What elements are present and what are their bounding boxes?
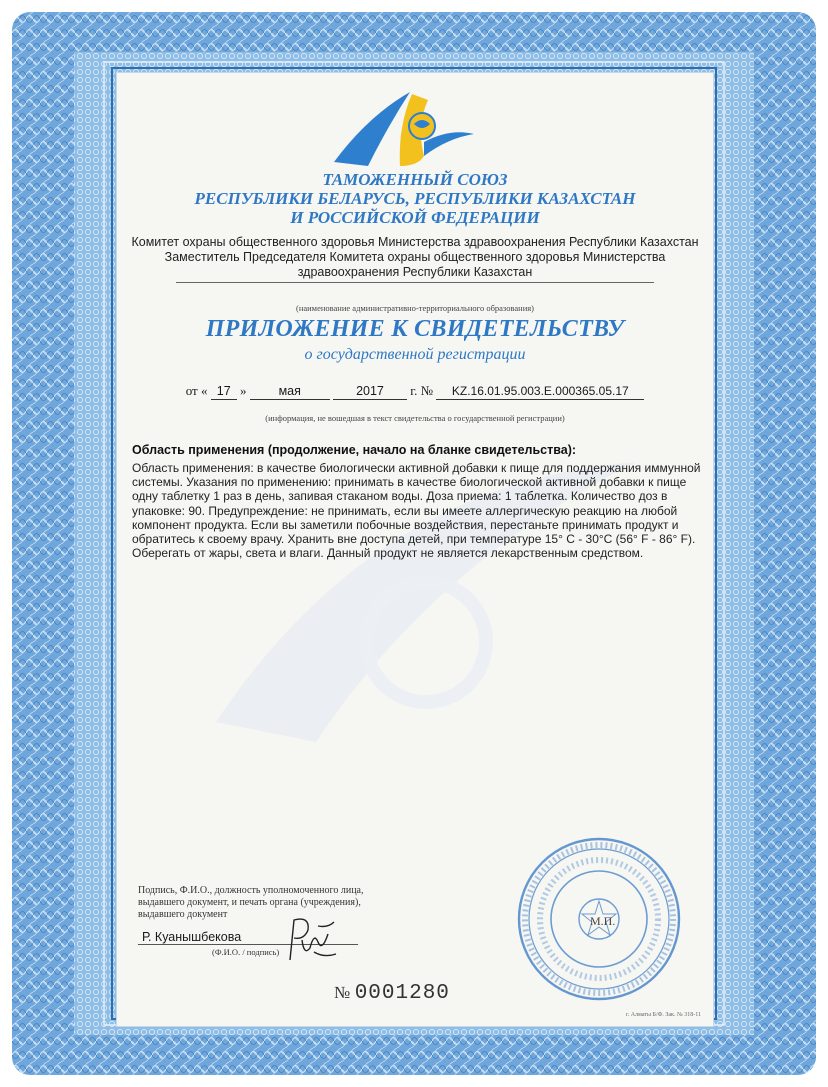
signature-caption-1: Подпись, Ф.И.О., должность уполномоченного лица, [138, 885, 364, 896]
org-line-3: И РОССИЙСКОЙ ФЕДЕРАЦИИ [290, 208, 540, 227]
date-prefix: от [185, 383, 198, 398]
org-line-1: ТАМОЖЕННЫЙ СОЮЗ [322, 170, 508, 189]
year-suffix: г. [410, 383, 418, 398]
registration-caption: (информация, не вошедшая в текст свидетельства о государственной регистрации) [265, 413, 565, 423]
org-line-2: РЕСПУБЛИКИ БЕЛАРУСЬ, РЕСПУБЛИКИ КАЗАХСТАН [194, 189, 636, 208]
committee-line-2: Заместитель Председателя Комитета охраны общественного здоровья Министерства [164, 250, 666, 264]
committee-line-1: Комитет охраны общественного здоровья Министерства здравоохранения Республики Казахстан [131, 235, 699, 249]
document-subtitle: о государственной регистрации [304, 346, 526, 363]
committee-caption: (наименование административно-территориального образования) [295, 303, 534, 313]
date-year: 2017 [333, 383, 407, 400]
reg-number-sign: № [420, 383, 434, 398]
stamp-mark: М.П. [590, 914, 616, 928]
signature-caption-3: выдавшего документ [138, 909, 228, 920]
committee-underline [176, 282, 654, 283]
signer-name-caption: (Ф.И.О. / подпись) [212, 947, 280, 957]
print-info: г. Алматы Б/Ф. Зак. № 318-11 [626, 1012, 701, 1018]
registration-date-line [116, 383, 714, 400]
signer-name: Р. Куанышбекова [142, 930, 242, 944]
customs-union-logo [328, 86, 478, 168]
serial-number [334, 982, 450, 1005]
date-day: 17 [211, 383, 237, 400]
committee-line-3: здравоохранения Республики Казахстан [297, 265, 533, 279]
document-title: ПРИЛОЖЕНИЕ К СВИДЕТЕЛЬСТВУ [205, 316, 625, 342]
content-paragraph: Область применения: в качестве биологически активной добавки к пище для поддержания иммунной системы. Указания по применению: принимать в качестве биологической активной добавки к пище одну таблетку 1 раз в день, запивая стаканом воды. Доза приема: 1 таблетка. Количество доз в упаковке: 90. Предупреждение: не принимать, если вы имеете аллергическую реакцию на любой компонент продукта. Если вы заметили побочные воздействия, перестаньте принимать продукт и обратитесь к своему врачу. Хранить вне доступа детей, при температуре 15° C - 30°C (56° F - 86° F). Оберегать от жары, света и влаги. Данный продукт не является лекарственным средством. [132, 461, 701, 561]
registration-number: KZ.16.01.95.003.E.000365.05.17 [436, 383, 644, 400]
content-heading: Область применения (продолжение, начало на бланке свидетельства): [132, 443, 577, 457]
signature-caption-2: выдавшего документ, и печать органа (учреждения), [138, 897, 361, 908]
serial-value: 0001280 [354, 982, 450, 1005]
date-month: мая [250, 383, 330, 400]
serial-sign: № [334, 983, 351, 1002]
quote-close: » [239, 383, 247, 398]
quote-open: « [200, 383, 208, 398]
handwritten-signature [284, 912, 340, 964]
document-sheet [116, 72, 714, 1027]
